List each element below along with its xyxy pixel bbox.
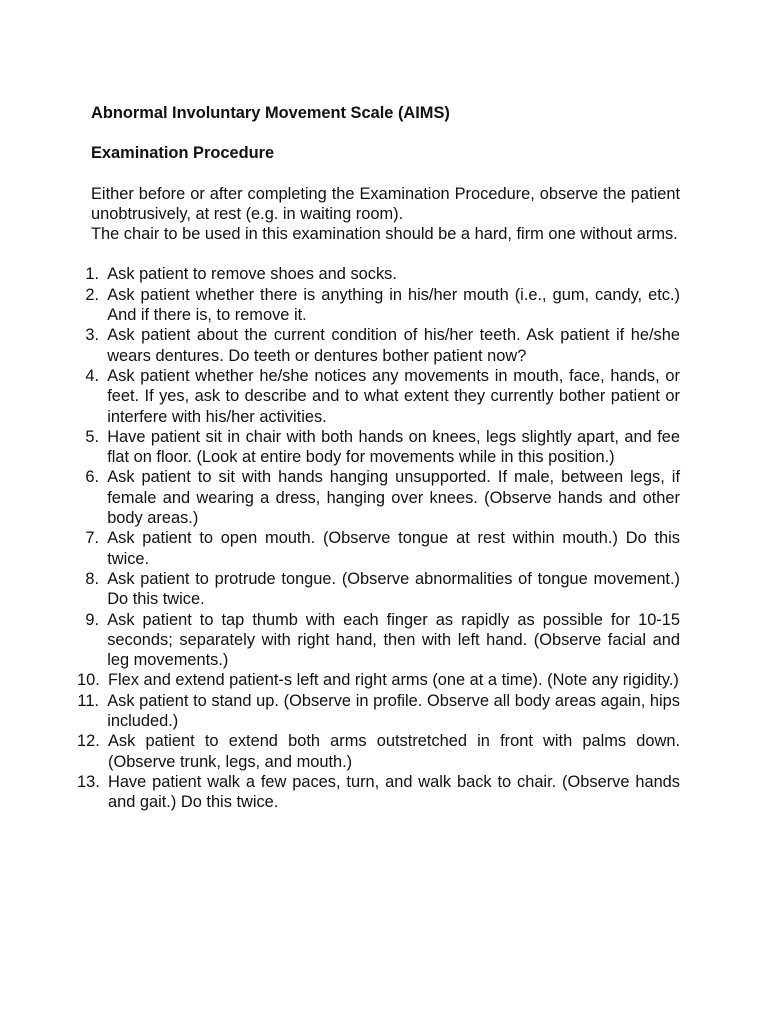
procedure-step <box>85 264 680 284</box>
intro-text <box>91 184 680 245</box>
procedure-step <box>85 467 680 528</box>
procedure-step <box>85 325 680 366</box>
step-number: 6. <box>85 468 99 487</box>
intro-paragraph: The chair to be used in this examination should be a hard, firm one without arms. <box>91 225 678 244</box>
procedure-step <box>77 691 680 732</box>
procedure-step <box>85 569 680 610</box>
step-text: Ask patient about the current condition of his/her teeth. Ask patient if he/she wears dentures. Do teeth or dentures bother patient now? <box>107 326 680 365</box>
procedure-step <box>85 610 680 671</box>
step-number: 7. <box>85 529 99 548</box>
step-number: 3. <box>85 326 99 345</box>
step-number: 5. <box>85 427 99 446</box>
step-text: Ask patient whether there is anything in his/her mouth (i.e., gum, candy, etc.) And if there is, to remove it. <box>107 285 680 325</box>
step-number: 13. <box>77 772 100 791</box>
step-number: 11. <box>77 691 99 710</box>
step-text: Ask patient to remove shoes and socks. <box>107 265 397 284</box>
procedure-step <box>85 366 680 427</box>
step-text: Ask patient to sit with hands hanging unsupported. If male, between legs, if female and wearing a dress, hanging over knees. (Observe hands and other body areas.) <box>107 468 680 528</box>
step-text: Flex and extend patient‑s left and right arms (one at a time). (Note any rigidity.) <box>107 671 679 690</box>
document-page <box>77 103 680 813</box>
procedure-step <box>85 528 680 569</box>
step-number: 10. <box>77 671 100 690</box>
step-text: Ask patient to stand up. (Observe in profile. Observe all body areas again, hips included.) <box>107 691 680 731</box>
procedure-step <box>85 285 680 326</box>
step-text: Ask patient to open mouth. (Observe tongue at rest within mouth.) Do this twice. <box>107 529 680 568</box>
step-number: 12. <box>77 732 100 751</box>
intro-paragraph: Either before or after completing the Examination Procedure, observe the patient unobtrusively, at rest (e.g. in waiting room). <box>91 184 680 223</box>
procedure-steps-list <box>77 264 680 812</box>
procedure-step <box>77 670 680 690</box>
procedure-step <box>85 427 680 468</box>
step-number: 8. <box>85 569 99 588</box>
section-heading: Examination Procedure <box>91 144 275 163</box>
step-text: Ask patient whether he/she notices any movements in mouth, face, hands, or feet. If yes, ask to describe and to what extent they currently bother patient or interfere with his/her activities. <box>107 366 680 426</box>
step-text: Ask patient to protrude tongue. (Observe abnormalities of tongue movement.) Do this twice. <box>107 569 680 609</box>
step-text: Have patient walk a few paces, turn, and walk back to chair. (Observe hands and gait.) Do this twice. <box>107 772 680 812</box>
step-number: 4. <box>85 366 99 385</box>
step-text: Have patient sit in chair with both hands on knees, legs slightly apart, and fee flat on floor. (Look at entire body for movements while in this position.) <box>107 427 680 467</box>
document-title: Abnormal Involuntary Movement Scale (AIMS) <box>91 104 450 122</box>
step-number: 2. <box>85 285 99 304</box>
step-number: 9. <box>85 610 99 629</box>
procedure-step <box>77 731 680 772</box>
procedure-step <box>77 772 680 813</box>
step-text: Ask patient to tap thumb with each finger as rapidly as possible for 10-15 seconds; separately with right hand, then with left hand. (Observe facial and leg movements.) <box>107 610 680 670</box>
step-number: 1. <box>85 265 99 284</box>
step-text: Ask patient to extend both arms outstretched in front with palms down. (Observe trunk, legs, and mouth.) <box>107 732 680 771</box>
